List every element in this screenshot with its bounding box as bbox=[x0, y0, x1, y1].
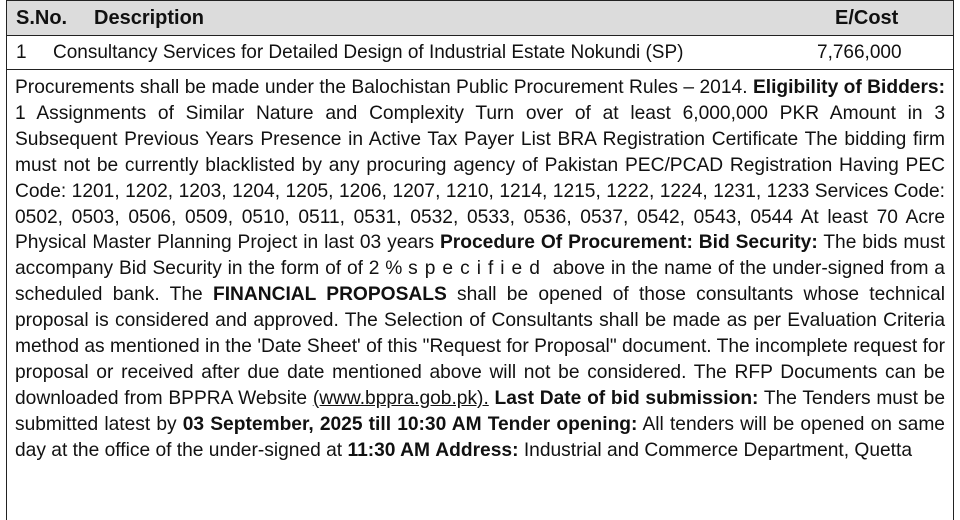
notice-body bbox=[7, 70, 953, 464]
last-date-value: 03 September, 2025 till 10:30 AM bbox=[182, 413, 482, 435]
row-sno: 1 bbox=[16, 42, 27, 63]
procedure-label: Procedure Of Procurement: Bid Security: bbox=[440, 232, 818, 254]
eligibility-label: Eligibility of Bidders: bbox=[752, 77, 945, 98]
table-row bbox=[7, 36, 953, 70]
bid-security-text-2: above in the name of the under-signed from a scheduled bank. The bbox=[15, 258, 945, 306]
eligibility-text: 1 Assignments of Similar Nature and Complexity Turn over of at least 6,000,000 PKR Amount in 3 Subsequent Previous Years Presence in Active Tax Payer List BRA Registration Certificate The bidding firm must not be currently blacklisted by any procuring agency of Pakistan PEC/PCAD Registration Having PEC Code: 1201, 1202, 1203, 1204, 1205, 1206, 1207, 1210, 1214, 1215, 1222, 1224, 1231, 1233 Services Code: 0502, 0503, 0506, 0509, 0510, 0511, 0531, 0532, 0533, 0536, 0537, 0542, 0543, 0544 At least 70 Acre Physical Master Planning Project in last 03 years bbox=[15, 102, 945, 254]
specified-text: specified bbox=[408, 258, 547, 280]
address-text: Industrial and Commerce Department, Quetta bbox=[523, 439, 913, 461]
tender-opening-text: All tenders will be opened on same day at the office of the under-signed at bbox=[15, 413, 945, 461]
row-description: Consultancy Services for Detailed Design of Industrial Estate Nokundi (SP) bbox=[53, 42, 684, 63]
row-cost: 7,766,000 bbox=[817, 42, 902, 63]
header-sno: S.No. bbox=[16, 7, 68, 29]
table-header bbox=[7, 0, 953, 36]
financial-proposals-label: FINANCIAL PROPOSALS bbox=[212, 284, 447, 306]
financial-text: shall be opened of those consultants whose technical proposal is considered and approved. The Selection of Consultants shall be made as per Evaluation Criteria method as mentioned in the 'Date Sheet' of this "Request for Proposal" document. The incomplete request for proposal or received after due date mentioned above will not be considered. The RFP Documents can be downloaded from BPPRA Website bbox=[15, 284, 945, 409]
header-description: Description bbox=[94, 7, 205, 29]
tender-opening-time: 11:30 AM bbox=[347, 439, 430, 461]
address-label: Address: bbox=[435, 439, 519, 461]
tender-opening-label: Tender opening: bbox=[487, 413, 638, 435]
last-date-label: Last Date of bid submission: bbox=[494, 387, 759, 409]
header-cost: E/Cost bbox=[835, 7, 899, 29]
rules-text: Procurements shall be made under the Balochistan Public Procurement Rules – 2014. bbox=[15, 77, 748, 98]
bid-security-text: The bids must accompany Bid Security in the form of of 2 % bbox=[15, 232, 946, 280]
tender-table bbox=[6, 0, 954, 520]
last-date-text: The Tenders must be submitted latest by bbox=[15, 387, 945, 435]
bppra-website-link[interactable]: (www.bppra.gob.pk). bbox=[312, 387, 489, 409]
